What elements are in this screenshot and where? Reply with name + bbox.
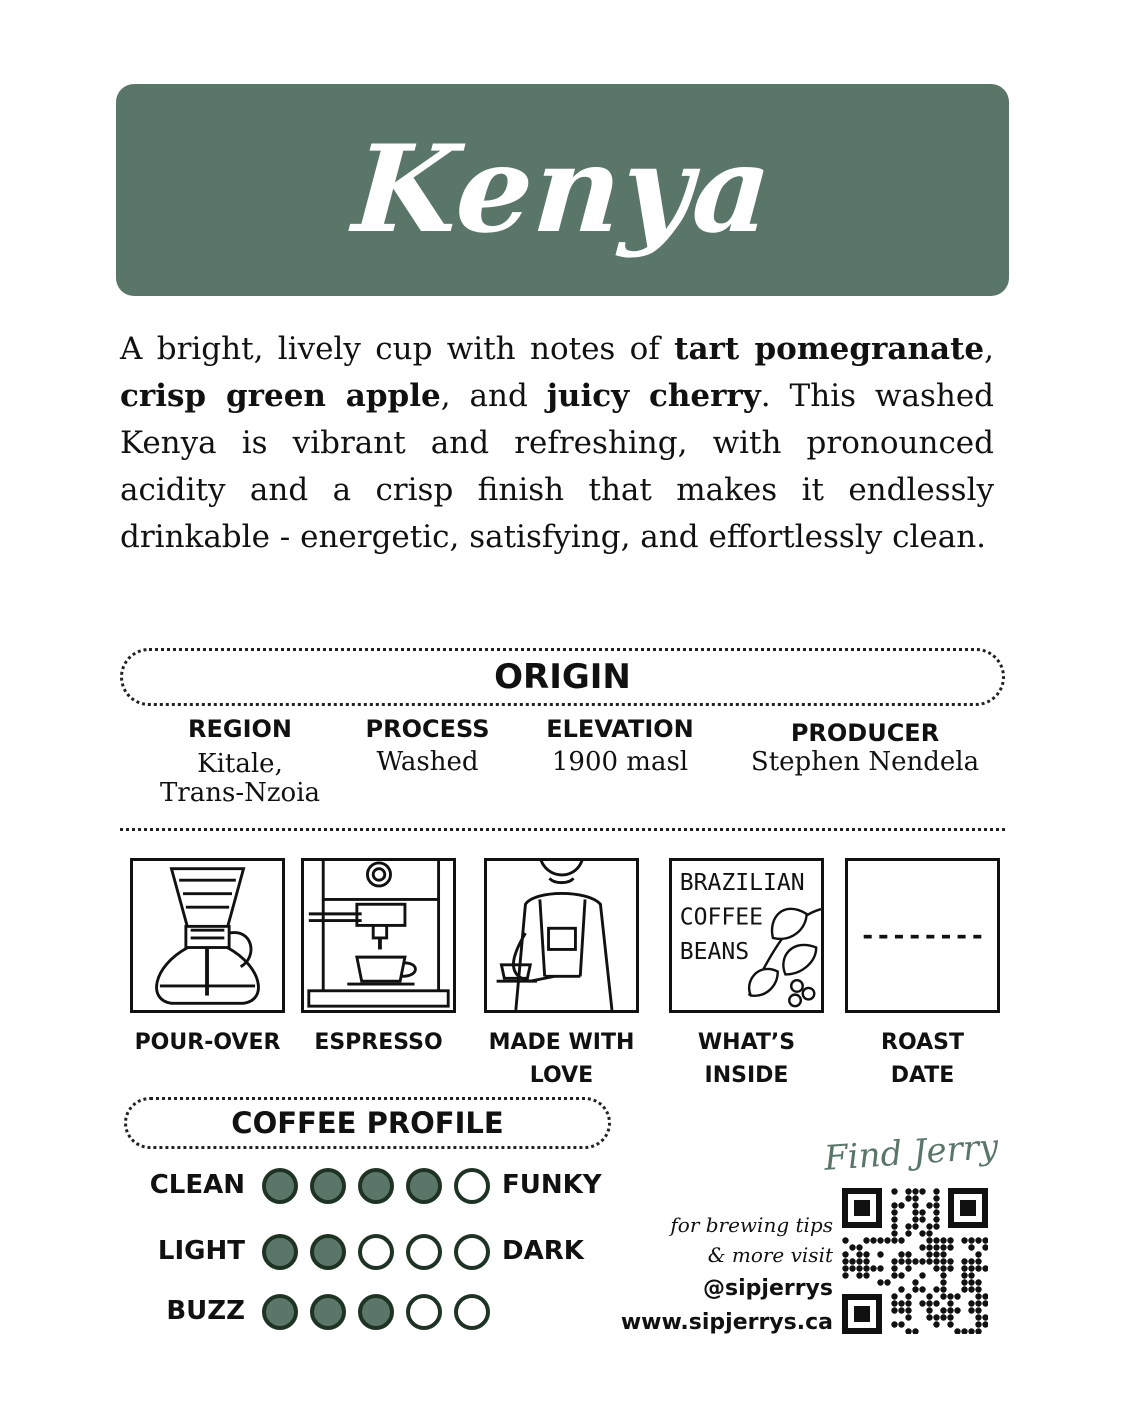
page-title: Kenya bbox=[348, 119, 777, 260]
filled-dot bbox=[310, 1294, 346, 1330]
icon-label-pour-over bbox=[120, 1026, 295, 1059]
filled-dot bbox=[262, 1168, 298, 1204]
origin-producer bbox=[735, 718, 995, 777]
social-handle[interactable]: @sipjerrys bbox=[703, 1276, 833, 1301]
empty-dot bbox=[454, 1294, 490, 1330]
chemex-icon bbox=[130, 858, 285, 1013]
desc-text-1: A bright, lively cup with notes of bbox=[120, 331, 675, 367]
coffee-beans-icon bbox=[669, 858, 824, 1013]
filled-dot bbox=[358, 1168, 394, 1204]
desc-note-3: juicy cherry bbox=[546, 378, 761, 414]
coffee-profile-heading: COFFEE PROFILE bbox=[124, 1097, 611, 1149]
empty-dot bbox=[358, 1234, 394, 1270]
scale-left-label: CLEAN bbox=[149, 1170, 245, 1200]
filled-dot bbox=[310, 1234, 346, 1270]
box-text-line3: BEANS bbox=[679, 939, 750, 966]
empty-dot bbox=[406, 1294, 442, 1330]
profile-row-buzz bbox=[120, 1292, 620, 1336]
scale-left-label: BUZZ bbox=[166, 1296, 245, 1326]
origin-heading: ORIGIN bbox=[120, 648, 1005, 706]
visit-text-line1: for brewing tips bbox=[670, 1213, 833, 1237]
roast-date-box bbox=[845, 858, 1000, 1013]
filled-dot bbox=[358, 1294, 394, 1330]
icon-label-roast-date bbox=[835, 1026, 1010, 1092]
barista-icon bbox=[484, 858, 639, 1013]
profile-row-clean-funky bbox=[120, 1166, 620, 1210]
whats-inside-label-line2: INSIDE bbox=[704, 1063, 789, 1088]
profile-row-light-dark bbox=[120, 1232, 620, 1276]
producer-value: Stephen Nendela bbox=[750, 747, 980, 777]
icon-label-whats-inside bbox=[659, 1026, 834, 1092]
scale-right-label: DARK bbox=[502, 1236, 584, 1266]
whats-inside-label-line1: WHAT’S bbox=[697, 1030, 796, 1055]
find-jerry-heading: Find Jerry bbox=[822, 1126, 1000, 1179]
roast-date-label-line1: ROAST bbox=[881, 1030, 964, 1055]
scale-right-label: FUNKY bbox=[502, 1170, 602, 1200]
espresso-machine-icon bbox=[301, 858, 456, 1013]
empty-dot bbox=[406, 1234, 442, 1270]
origin-process bbox=[340, 714, 515, 777]
box-text-line2: COFFEE bbox=[679, 904, 764, 931]
elevation-value: 1900 masl bbox=[551, 747, 689, 777]
box-text-line1: BRAZILIAN bbox=[679, 869, 805, 896]
made-with-label-line1: MADE WITH bbox=[488, 1030, 635, 1055]
desc-text-4: . This washed Kenya is vibrant and refreshing, with pronounced acidity and a crisp finish that makes it endlessly drinkable - energetic, satisfying, and effortlessly clean. bbox=[120, 378, 995, 555]
desc-text-3: , and bbox=[440, 378, 547, 414]
region-value-line2: Trans-Nzoia bbox=[159, 778, 321, 808]
made-with-label-line2: LOVE bbox=[529, 1063, 594, 1088]
roast-date-label-line2: DATE bbox=[890, 1063, 955, 1088]
website-link[interactable]: www.sipjerrys.ca bbox=[620, 1310, 833, 1335]
process-value: Washed bbox=[376, 747, 479, 777]
visit-text-line2: & more visit bbox=[707, 1243, 833, 1267]
desc-note-1: tart pomegranate bbox=[674, 331, 985, 367]
espresso-label: ESPRESSO bbox=[314, 1030, 443, 1055]
origin-elevation bbox=[525, 714, 715, 777]
region-value-line1: Kitale, bbox=[197, 749, 283, 779]
region-label: REGION bbox=[188, 715, 292, 743]
filled-dot bbox=[262, 1294, 298, 1330]
filled-dot bbox=[310, 1168, 346, 1204]
origin-region bbox=[150, 714, 330, 808]
tasting-description bbox=[120, 326, 994, 561]
icon-label-made-with-love bbox=[474, 1026, 649, 1092]
empty-dot bbox=[454, 1234, 490, 1270]
filled-dot bbox=[406, 1168, 442, 1204]
empty-dot bbox=[454, 1168, 490, 1204]
scale-left-label: LIGHT bbox=[157, 1236, 245, 1266]
producer-label: PRODUCER bbox=[790, 719, 940, 747]
elevation-label: ELEVATION bbox=[546, 715, 694, 743]
pour-over-label: POUR-OVER bbox=[134, 1030, 281, 1055]
qr-code-icon[interactable] bbox=[842, 1188, 988, 1334]
process-label: PROCESS bbox=[365, 715, 490, 743]
desc-note-2: crisp green apple bbox=[120, 378, 441, 414]
roast-date-placeholder: -------- bbox=[859, 921, 986, 951]
icon-label-espresso bbox=[291, 1026, 466, 1059]
desc-text-2: , bbox=[984, 331, 994, 367]
title-banner bbox=[116, 84, 1009, 296]
section-divider bbox=[120, 828, 1005, 831]
filled-dot bbox=[262, 1234, 298, 1270]
